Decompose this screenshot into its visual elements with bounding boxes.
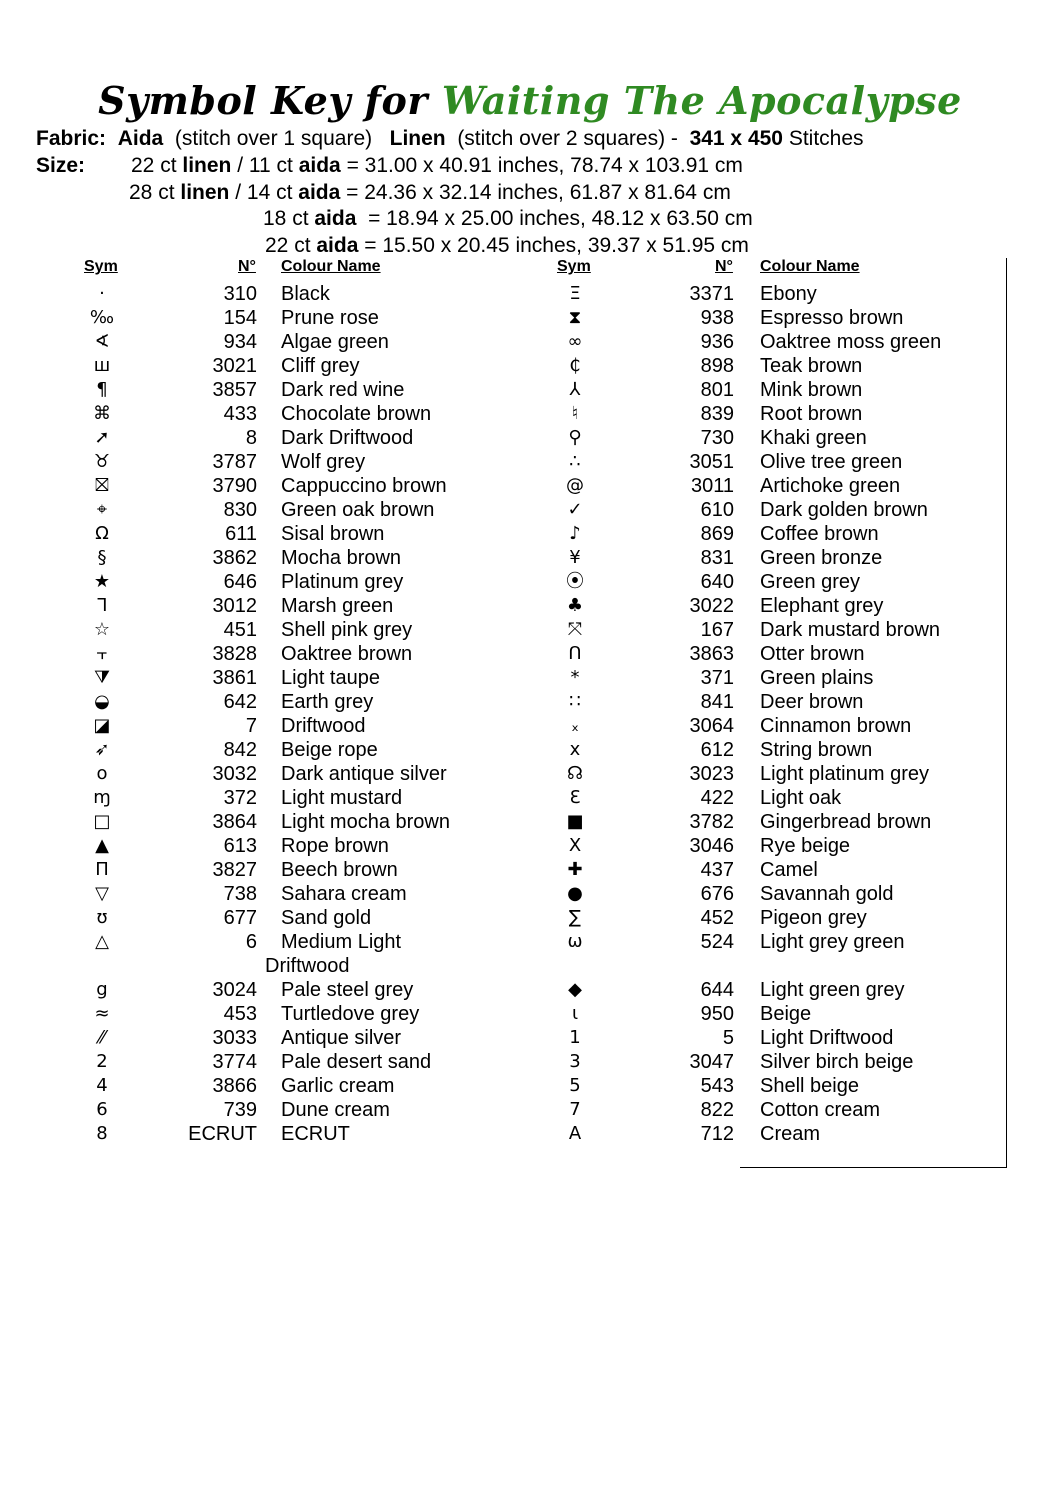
floss-number: 437: [700, 859, 734, 881]
size-line-b1: linen: [182, 154, 232, 177]
colour-name: Khaki green: [760, 427, 867, 449]
symbol-glyph: △: [95, 931, 109, 952]
size-line-post: = 18.94 x 25.00 inches, 48.12 x 63.50 cm: [356, 207, 753, 230]
colour-name: Mink brown: [760, 379, 863, 401]
colour-name: Oaktree brown: [281, 643, 413, 665]
floss-number: 7: [245, 715, 257, 737]
colour-name: Camel: [760, 859, 818, 881]
symbol-glyph: ✚: [567, 859, 583, 880]
floss-number: 646: [223, 571, 257, 593]
symbol-glyph: 6: [96, 1099, 108, 1120]
symbol-glyph: ₵: [569, 355, 581, 376]
colour-name: Beige rope: [281, 739, 378, 761]
floss-number: 3047: [689, 1051, 734, 1073]
floss-number: 5: [722, 1027, 734, 1049]
colour-name: Cinnamon brown: [760, 715, 912, 737]
floss-number: 524: [700, 931, 734, 953]
symbol-glyph: ≈: [94, 1003, 110, 1024]
colour-name: Beige: [760, 1003, 812, 1025]
symbol-glyph: o: [96, 763, 108, 784]
floss-number: 422: [700, 787, 734, 809]
floss-number: 677: [223, 907, 257, 929]
fabric-linen: Linen: [389, 127, 446, 150]
floss-number: 610: [700, 499, 734, 521]
symbol-glyph: ⅄: [569, 379, 581, 400]
floss-number: 644: [700, 979, 734, 1001]
size-line-pre: 22 ct: [131, 154, 183, 177]
colour-name-continued: Driftwood: [265, 955, 350, 977]
fabric-label: Fabric:: [36, 127, 107, 150]
title-prefix: Symbol Key for: [98, 78, 428, 123]
floss-number: 3857: [212, 379, 257, 401]
floss-number: 167: [700, 619, 734, 641]
floss-number: 310: [223, 283, 257, 305]
size-line-mid: / 14 ct: [229, 180, 299, 204]
floss-number: 950: [700, 1003, 734, 1025]
colour-name: Black: [281, 283, 330, 305]
floss-number: 372: [223, 787, 257, 809]
size-line-pre: 18 ct: [263, 207, 315, 230]
fabric-aida-note: (stitch over 1 square): [174, 127, 373, 150]
symbol-glyph: ∢: [94, 331, 110, 352]
symbol-glyph: ⌘: [93, 403, 111, 424]
floss-number: ECRUT: [188, 1123, 257, 1145]
floss-number: 842: [223, 739, 257, 761]
symbol-glyph: §: [97, 547, 107, 568]
symbol-glyph: 2: [96, 1051, 108, 1072]
floss-number: 3022: [689, 595, 734, 617]
colour-name: String brown: [760, 739, 873, 761]
colour-name: Mocha brown: [281, 547, 402, 569]
symbol-glyph: ¶: [96, 379, 108, 400]
floss-number: 8: [245, 427, 257, 449]
symbol-glyph: ♣: [566, 595, 584, 616]
colour-name: Green bronze: [760, 547, 883, 569]
colour-name: Sand gold: [281, 907, 372, 929]
floss-number: 839: [700, 403, 734, 425]
symbol-glyph: ¥: [569, 547, 581, 568]
size-label: Size:: [36, 154, 86, 177]
colour-name: Light taupe: [281, 667, 380, 689]
floss-number: 3051: [689, 451, 734, 473]
symbol-glyph: □: [93, 811, 111, 832]
symbol-glyph: ⌖: [96, 499, 108, 520]
symbol-glyph: ω: [567, 931, 583, 952]
symbol-glyph: 5: [569, 1075, 581, 1096]
symbol-glyph: ▲: [95, 835, 109, 856]
colour-name: Light green grey: [760, 979, 905, 1001]
symbol-glyph: x: [569, 739, 581, 760]
floss-number: 3864: [212, 811, 257, 833]
floss-number: 938: [700, 307, 734, 329]
colour-name: Medium Light: [281, 931, 402, 953]
symbol-glyph: ⁄⁄: [98, 1027, 105, 1048]
colour-name: Wolf grey: [281, 451, 366, 473]
floss-number: 3862: [212, 547, 257, 569]
colour-name: Shell beige: [760, 1075, 859, 1097]
symbol-glyph: Π: [95, 859, 109, 880]
colour-name: Artichoke green: [760, 475, 901, 497]
size-line-mid: / 11 ct: [231, 154, 299, 177]
symbol-glyph: 1: [569, 1027, 581, 1048]
symbol-glyph: 7: [569, 1099, 581, 1120]
floss-number: 6: [245, 931, 257, 953]
symbol-glyph: ∑: [568, 907, 582, 928]
floss-number: 3024: [212, 979, 257, 1001]
colour-name: Green grey: [760, 571, 861, 593]
symbol-glyph: ☆: [93, 619, 111, 640]
floss-number: 3774: [212, 1051, 257, 1073]
colour-name: Pale desert sand: [281, 1051, 432, 1073]
colour-name: Light oak: [760, 787, 842, 809]
symbol-glyph: ∷: [569, 691, 581, 712]
floss-number: 3861: [212, 667, 257, 689]
size-line-post: = 15.50 x 20.45 inches, 39.37 x 51.95 cm: [358, 233, 749, 257]
size-line-b2: aida: [314, 207, 357, 230]
floss-number: 613: [223, 835, 257, 857]
symbol-glyph: ◆: [568, 979, 582, 1000]
floss-number: 3827: [212, 859, 257, 881]
size-line-b2: aida: [298, 154, 341, 177]
size-line-pre: 22 ct: [265, 233, 317, 257]
floss-number: 3021: [212, 355, 257, 377]
symbol-glyph: ∴: [569, 451, 581, 472]
colour-name: Silver birch beige: [760, 1051, 914, 1073]
symbol-glyph: g: [96, 979, 108, 1000]
floss-number: 3032: [212, 763, 257, 785]
colour-name: Pigeon grey: [760, 907, 867, 929]
colour-name: Light grey green: [760, 931, 905, 953]
symbol-glyph: ᑎ: [568, 643, 582, 664]
colour-name: Garlic cream: [281, 1075, 395, 1097]
symbol-glyph: ∞: [567, 331, 583, 352]
stitch-suffix: Stitches: [788, 127, 864, 150]
floss-number: 831: [700, 547, 734, 569]
colour-name: Cotton cream: [760, 1099, 881, 1121]
symbol-glyph: ◒: [94, 691, 110, 712]
symbol-glyph: Ξ: [569, 283, 581, 304]
fabric-line: [36, 126, 864, 152]
floss-number: 3863: [689, 643, 734, 665]
colour-name: Pale steel grey: [281, 979, 414, 1001]
floss-number: 3790: [212, 475, 257, 497]
size-line: [265, 233, 749, 259]
symbol-glyph: Ⅹ: [568, 835, 582, 856]
colour-name: Shell pink grey: [281, 619, 413, 641]
colour-name: Dark red wine: [281, 379, 405, 401]
size-line-b2: aida: [316, 233, 359, 257]
floss-number: 452: [700, 907, 734, 929]
floss-number: 676: [700, 883, 734, 905]
colour-name: Platinum grey: [281, 571, 404, 593]
floss-number: 640: [700, 571, 734, 593]
colour-name: Dark Driftwood: [281, 427, 414, 449]
symbol-glyph: 8: [96, 1123, 108, 1144]
symbol-glyph: ⤧: [567, 619, 583, 640]
colour-name: Dark mustard brown: [760, 619, 941, 641]
symbol-glyph: ⧗: [568, 307, 582, 328]
floss-number: 451: [223, 619, 257, 641]
table-border-right: [1006, 258, 1007, 1168]
symbol-glyph: ▽: [95, 883, 109, 904]
size-line: [131, 153, 743, 179]
size-line-post: = 31.00 x 40.91 inches, 78.74 x 103.91 cm: [340, 154, 743, 177]
colour-name: Light Driftwood: [760, 1027, 894, 1049]
floss-number: 3866: [212, 1075, 257, 1097]
symbol-glyph: ш: [93, 355, 111, 376]
colour-name: Otter brown: [760, 643, 865, 665]
colour-name: Light mustard: [281, 787, 403, 809]
symbol-glyph: ᙮: [571, 715, 579, 736]
colour-name: Chocolate brown: [281, 403, 432, 425]
title-pattern-name: Waiting The Apocalypse: [441, 78, 962, 123]
floss-number: 730: [700, 427, 734, 449]
colour-name: Sahara cream: [281, 883, 407, 905]
colour-name: Oaktree moss green: [760, 331, 942, 353]
symbol-glyph: ᒣ: [96, 595, 108, 616]
colour-name: Light mocha brown: [281, 811, 450, 833]
colour-name: Turtledove grey: [281, 1003, 420, 1025]
colour-name: Olive tree green: [760, 451, 903, 473]
floss-number: 841: [700, 691, 734, 713]
colour-name: Elephant grey: [760, 595, 884, 617]
header-num-left: N°: [238, 258, 256, 275]
floss-number: 3371: [689, 283, 734, 305]
colour-name: Antique silver: [281, 1027, 402, 1049]
size-label-wrap: [36, 153, 85, 179]
floss-number: 453: [223, 1003, 257, 1025]
size-line-post: = 24.36 x 32.14 inches, 61.87 x 81.64 cm: [340, 180, 731, 204]
symbol-glyph: @: [566, 475, 584, 496]
colour-name: Green plains: [760, 667, 874, 689]
symbol-glyph: ■: [566, 811, 584, 832]
floss-number: 642: [223, 691, 257, 713]
symbol-glyph: ➶: [94, 739, 110, 760]
symbol-glyph: ✓: [567, 499, 583, 520]
symbol-glyph: ♪: [569, 523, 581, 544]
fabric-linen-note: (stitch over 2 squares) -: [457, 127, 678, 150]
size-line: [129, 180, 731, 206]
header-name-left: Colour Name: [281, 258, 381, 275]
header-num-right: N°: [715, 258, 733, 275]
colour-name: Marsh green: [281, 595, 394, 617]
header-name-right: Colour Name: [760, 258, 860, 275]
symbol-glyph: A: [568, 1123, 582, 1144]
colour-name: Espresso brown: [760, 307, 904, 329]
floss-number: 801: [700, 379, 734, 401]
size-line-b1: linen: [180, 180, 230, 204]
symbol-glyph: ♉: [93, 451, 111, 472]
floss-number: 936: [700, 331, 734, 353]
colour-name: Teak brown: [760, 355, 863, 377]
colour-name: Gingerbread brown: [760, 811, 932, 833]
colour-name: Light platinum grey: [760, 763, 929, 785]
symbol-glyph: ★: [93, 571, 111, 592]
colour-name: Savannah gold: [760, 883, 894, 905]
floss-number: 3012: [212, 595, 257, 617]
colour-name: Rye beige: [760, 835, 851, 857]
floss-number: 3787: [212, 451, 257, 473]
colour-name: Cliff grey: [281, 355, 360, 377]
floss-number: 3033: [212, 1027, 257, 1049]
colour-name: Sisal brown: [281, 523, 385, 545]
symbol-glyph: 3: [569, 1051, 581, 1072]
floss-number: 738: [223, 883, 257, 905]
colour-name: Prune rose: [281, 307, 379, 329]
colour-name: Driftwood: [281, 715, 366, 737]
symbol-glyph: ☊: [567, 763, 583, 784]
symbol-glyph: ⧩: [93, 667, 111, 688]
floss-number: 739: [223, 1099, 257, 1121]
symbol-glyph: ⫟: [96, 643, 108, 664]
floss-number: 3064: [689, 715, 734, 737]
colour-name: Green oak brown: [281, 499, 435, 521]
colour-name: Deer brown: [760, 691, 864, 713]
floss-number: 3023: [689, 763, 734, 785]
floss-number: 712: [700, 1123, 734, 1145]
symbol-glyph: ⛝: [95, 475, 109, 496]
floss-number: 3828: [212, 643, 257, 665]
size-line-b2: aida: [298, 180, 341, 204]
colour-name: Beech brown: [281, 859, 398, 881]
symbol-glyph: ●: [567, 883, 583, 904]
colour-name: Cappuccino brown: [281, 475, 447, 497]
floss-number: 612: [700, 739, 734, 761]
floss-number: 3011: [690, 475, 734, 497]
stitch-count: 341 x 450: [689, 127, 783, 150]
page-title: [0, 78, 1060, 123]
colour-name: Algae green: [281, 331, 389, 353]
floss-number: 154: [223, 307, 257, 329]
colour-name: Earth grey: [281, 691, 374, 713]
symbol-glyph: ɩ: [571, 1003, 579, 1024]
colour-name: Root brown: [760, 403, 863, 425]
header-sym-right: Sym: [557, 258, 591, 275]
floss-number: 822: [700, 1099, 734, 1121]
colour-name: Coffee brown: [760, 523, 879, 545]
symbol-glyph: Ω: [95, 523, 109, 544]
colour-name: Dark golden brown: [760, 499, 928, 521]
colour-name: Ebony: [760, 283, 817, 305]
symbol-glyph: ʊ: [96, 907, 108, 928]
symbol-glyph: 4: [96, 1075, 108, 1096]
colour-name: Cream: [760, 1123, 821, 1145]
symbol-glyph: ♮: [571, 403, 579, 424]
size-line-pre: 28 ct: [129, 180, 181, 204]
floss-number: 3046: [689, 835, 734, 857]
symbol-glyph: ⚲: [568, 427, 582, 448]
colour-name: Dune cream: [281, 1099, 390, 1121]
floss-number: 898: [700, 355, 734, 377]
symbol-glyph: ⦿: [566, 571, 584, 592]
floss-number: 433: [223, 403, 257, 425]
symbol-glyph: ·: [99, 283, 105, 304]
colour-name: ECRUT: [281, 1123, 350, 1145]
size-line: [263, 206, 753, 232]
symbol-glyph: ◪: [93, 715, 111, 736]
fabric-aida: Aida: [117, 127, 164, 150]
floss-number: 371: [700, 667, 734, 689]
floss-number: 3782: [689, 811, 734, 833]
symbol-glyph: ɱ: [93, 787, 111, 808]
symbol-glyph: ➚: [94, 427, 110, 448]
floss-number: 543: [700, 1075, 734, 1097]
floss-number: 869: [700, 523, 734, 545]
colour-name: Rope brown: [281, 835, 389, 857]
header-sym-left: Sym: [84, 258, 118, 275]
colour-name: Dark antique silver: [281, 763, 447, 785]
floss-number: 611: [225, 523, 257, 545]
symbol-glyph: ‰: [89, 307, 115, 328]
floss-number: 830: [223, 499, 257, 521]
table-border-bottom: [740, 1167, 1007, 1168]
symbol-glyph: Ɛ: [569, 787, 581, 808]
symbol-glyph: *: [570, 667, 580, 688]
floss-number: 934: [223, 331, 257, 353]
